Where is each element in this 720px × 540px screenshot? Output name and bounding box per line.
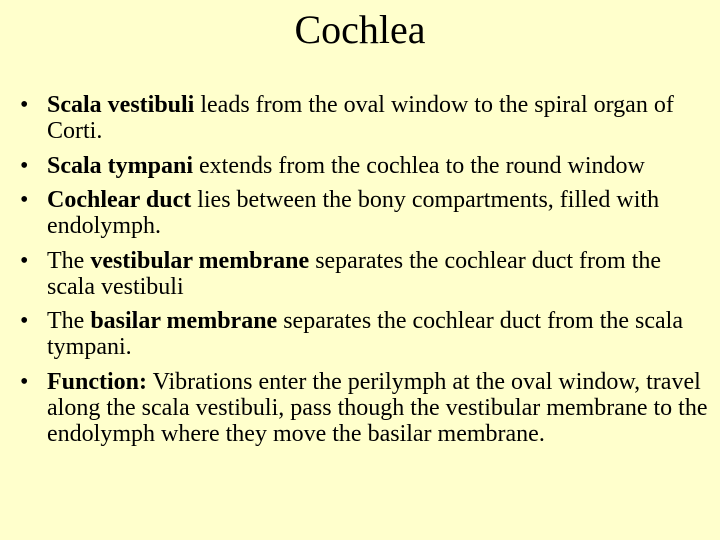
bullet-term: Scala vestibuli [47,92,195,118]
bullet-text: leads from the oval window to the spiral organ of Corti. [47,92,674,144]
bullet-term: Function: [47,368,148,395]
bullet-prefix: The [47,247,91,274]
bullet-term: vestibular membrane [90,247,310,274]
bullet-term: Scala tympani [47,152,194,179]
bullet-dot-icon: • [20,152,29,179]
bullet-dot-icon: • [20,368,29,395]
bullet-cochlear-duct [20,187,710,239]
bullet-text: extends from the cochlea to the round window [193,152,645,179]
bullet-scala-vestibuli [20,92,710,144]
bullet-basilar-membrane [20,308,710,360]
bullet-function [20,369,710,447]
bullet-text: lies between the bony compartments, filled with endolymph. [47,187,660,239]
bullet-text: separates the cochlear duct from the scala tympani. [47,308,683,360]
bullet-text: Vibrations enter the perilymph at the oval window, travel along the scala vestibuli, pass though the vestibular membrane to the endolymph where they move the basilar membrane. [47,368,708,447]
bullet-text: separates the cochlear duct from the scala vestibuli [47,247,662,300]
slide-title: Cochlea [294,7,426,52]
bullet-scala-tympani [20,153,710,179]
bullet-dot-icon: • [20,92,29,118]
bullet-term: Cochlear duct [47,187,192,213]
bullet-list [20,92,710,455]
bullet-vestibular-membrane [20,248,710,300]
bullet-dot-icon: • [20,247,29,274]
bullet-term: basilar membrane [90,308,278,334]
bullet-dot-icon: • [20,308,29,334]
bullet-dot-icon: • [20,187,29,213]
bullet-prefix: The [47,308,91,334]
